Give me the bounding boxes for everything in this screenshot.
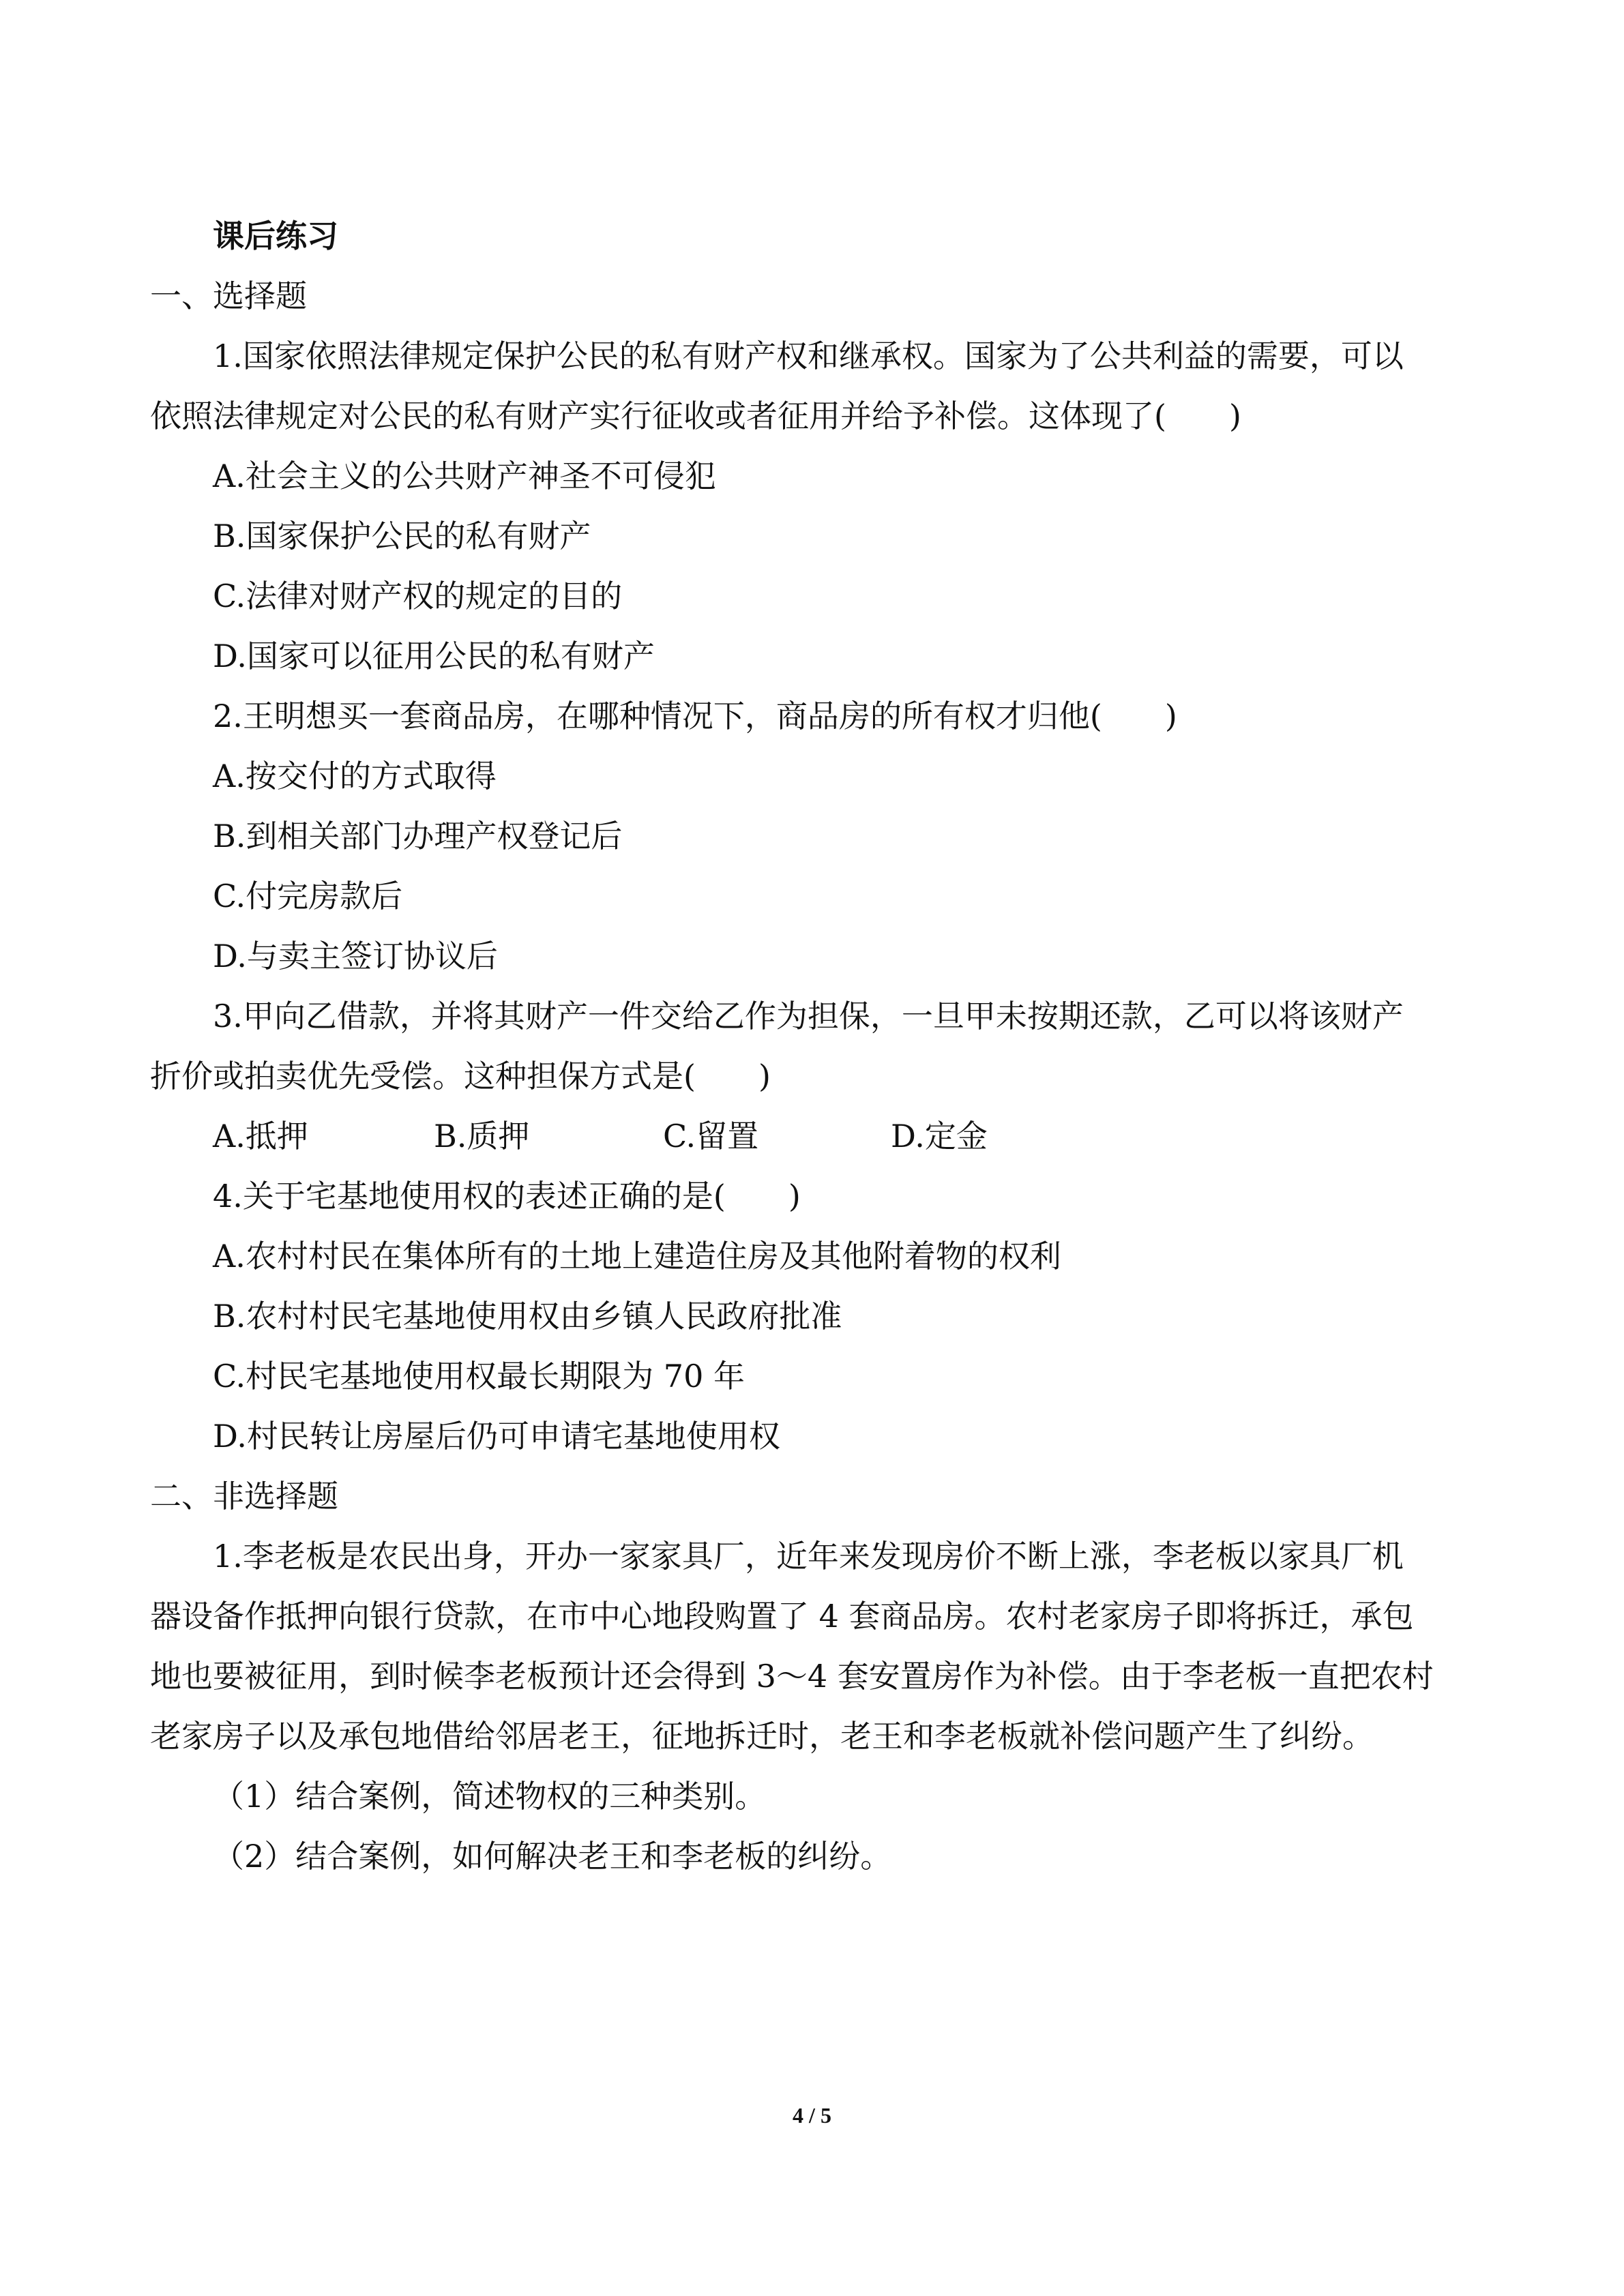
q3-option-b: B.质押 [434, 1118, 530, 1154]
q4-option-b: B.农村村民宅基地使用权由乡镇人民政府批准 [213, 1298, 842, 1335]
p2-q1-line3: 地也要被征用，到时候李老板预计还会得到 3～4 套安置房作为补偿。由于李老板一直把农村 [150, 1658, 1434, 1695]
p2-q1-sub2: （2）结合案例，如何解决老王和李老板的纠纷。 [213, 1838, 892, 1875]
q4-option-d: D.村民转让房屋后仍可申请宅基地使用权 [213, 1418, 780, 1455]
p2-q1-line1: 1.李老板是农民出身，开办一家家具厂，近年来发现房价不断上涨，李老板以家具厂机 [213, 1538, 1404, 1575]
part2-heading: 二、非选择题 [150, 1478, 338, 1515]
q2-option-d: D.与卖主签订协议后 [213, 938, 498, 974]
q3-option-d: D.定金 [891, 1118, 988, 1154]
q1-line1: 1.国家依照法律规定保护公民的私有财产权和继承权。国家为了公共利益的需要，可以 [213, 338, 1404, 374]
section-title: 课后练习 [213, 218, 338, 254]
q4-option-a: A.农村村民在集体所有的土地上建造住房及其他附着物的权利 [213, 1238, 1061, 1274]
q4-option-c: C.村民宅基地使用权最长期限为 70 年 [213, 1358, 745, 1395]
q3-line1: 3.甲向乙借款，并将其财产一件交给乙作为担保，一旦甲未按期还款，乙可以将该财产 [213, 998, 1404, 1034]
q4-line1: 4.关于宅基地使用权的表述正确的是( ) [213, 1178, 801, 1214]
q1-line2: 依照法律规定对公民的私有财产实行征收或者征用并给予补偿。这体现了( ) [150, 398, 1241, 434]
q2-option-c: C.付完房款后 [213, 878, 403, 914]
part1-heading: 一、选择题 [150, 278, 307, 314]
q3-option-c: C.留置 [663, 1118, 759, 1154]
page-number: 4 / 5 [793, 2103, 831, 2128]
q3-line2: 折价或拍卖优先受偿。这种担保方式是( ) [150, 1058, 771, 1094]
q3-option-a: A.抵押 [213, 1118, 308, 1154]
q2-option-b: B.到相关部门办理产权登记后 [213, 818, 623, 854]
q1-option-b: B.国家保护公民的私有财产 [213, 518, 591, 554]
p2-q1-sub1: （1）结合案例，简述物权的三种类别。 [213, 1778, 767, 1815]
q1-option-d: D.国家可以征用公民的私有财产 [213, 638, 655, 674]
q1-option-c: C.法律对财产权的规定的目的 [213, 578, 623, 614]
q2-line1: 2.王明想买一套商品房，在哪种情况下，商品房的所有权才归他( ) [213, 698, 1177, 734]
q1-option-a: A.社会主义的公共财产神圣不可侵犯 [213, 458, 716, 494]
p2-q1-line2: 器设备作抵押向银行贷款，在市中心地段购置了 4 套商品房。农村老家房子即将拆迁，承包 [150, 1598, 1414, 1635]
q2-option-a: A.按交付的方式取得 [213, 758, 497, 794]
p2-q1-line4: 老家房子以及承包地借给邻居老王，征地拆迁时，老王和李老板就补偿问题产生了纠纷。 [150, 1718, 1374, 1755]
